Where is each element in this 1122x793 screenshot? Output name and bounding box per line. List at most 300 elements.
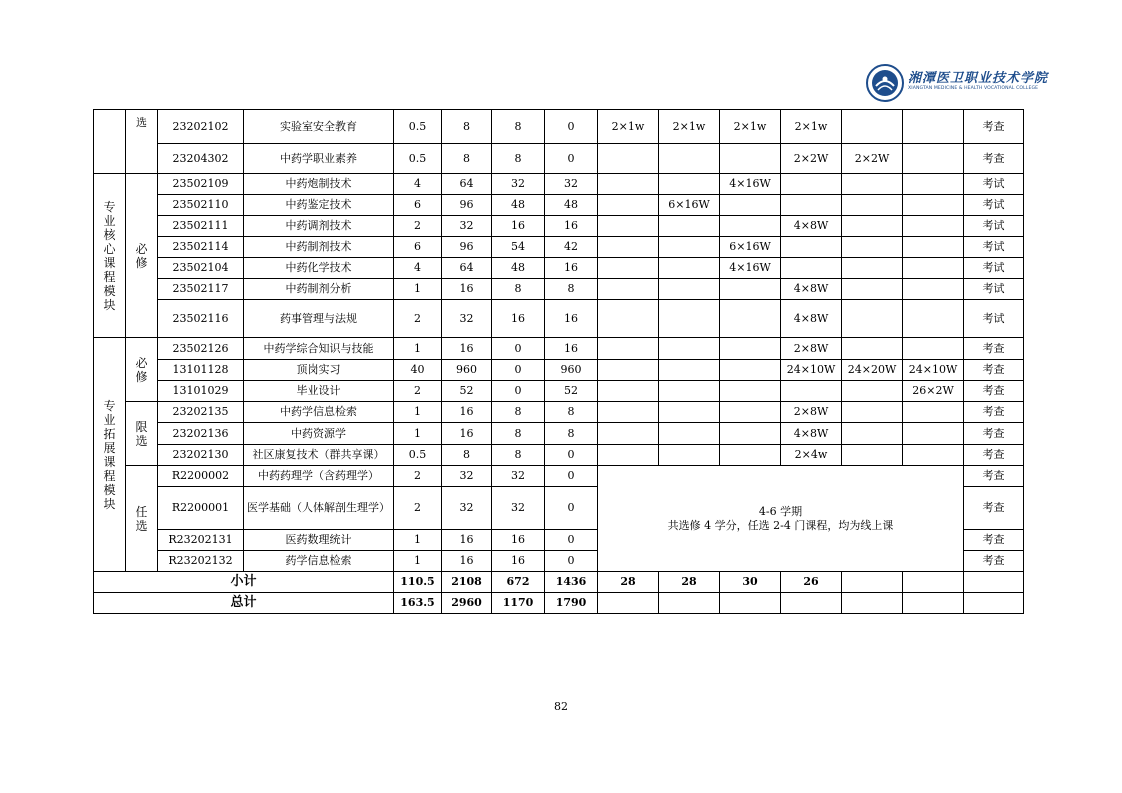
course-name: 中药制剂技术 [244,237,394,258]
practice-hours: 16 [545,338,598,360]
course-code: 23204302 [158,144,244,174]
course-name: 中药鉴定技术 [244,195,394,216]
theory-hours: 32 [492,174,545,195]
vertical-char: 修 [135,255,148,270]
module-expansion [94,338,126,572]
assessment: 考查 [964,423,1024,445]
theory-hours: 0 [492,381,545,402]
theory-hours: 8 [492,110,545,144]
vertical-char: 程 [103,468,116,483]
term-6 [903,144,964,174]
vertical-char: 展 [103,440,116,455]
course-name: 毕业设计 [244,381,394,402]
theory-hours: 8 [492,279,545,300]
term-6 [903,258,964,279]
term-2 [659,381,720,402]
term-3 [720,216,781,237]
term-1 [598,360,659,381]
term-1 [598,381,659,402]
table-row [94,144,1024,174]
subtotal-label: 小计 [94,572,394,593]
table-row [94,258,1024,279]
term-1 [598,237,659,258]
subtotal-row [94,572,1024,593]
credit: 4 [394,174,442,195]
total-hours: 96 [442,237,492,258]
course-name: 中药调剂技术 [244,216,394,237]
theory-hours: 8 [492,423,545,445]
vertical-char: 课 [103,454,116,469]
term-2 [659,216,720,237]
term-5 [842,338,903,360]
term-6 [903,402,964,423]
practice-hours: 16 [545,258,598,279]
term-2: 6×16W [659,195,720,216]
term-1 [598,216,659,237]
vertical-char: 专 [103,398,116,413]
vertical-char: 选 [135,518,148,533]
term-5 [842,216,903,237]
course-name: 中药炮制技术 [244,174,394,195]
term-5 [842,279,903,300]
term-5 [842,300,903,338]
theory-hours: 0 [492,338,545,360]
term-3 [720,144,781,174]
theory-hours: 32 [492,487,545,530]
theory-hours: 0 [492,360,545,381]
course-name: 实验室安全教育 [244,110,394,144]
electives-note-terms: 4-6 学期 [758,504,803,518]
course-code: 23202102 [158,110,244,144]
practice-hours: 16 [545,300,598,338]
term-3: 2×1w [720,110,781,144]
course-name: 社区康复技术（群共享课） [244,445,394,466]
course-name: 中药学信息检索 [244,402,394,423]
term-2: 2×1w [659,110,720,144]
theory-hours: 8 [492,144,545,174]
term-3 [720,360,781,381]
term-6 [903,110,964,144]
practice-hours: 0 [545,110,598,144]
total-hours: 96 [442,195,492,216]
term-6 [903,423,964,445]
vertical-char: 心 [103,241,116,256]
term-6 [903,338,964,360]
table-row [94,110,1024,144]
practice-hours: 0 [545,445,598,466]
term-4: 4×8W [781,279,842,300]
table-row [94,195,1024,216]
total-hours: 8 [442,144,492,174]
term-2 [659,338,720,360]
course-name: 中药资源学 [244,423,394,445]
term-1 [598,300,659,338]
credit: 2 [394,487,442,530]
credit: 2 [394,300,442,338]
practice-hours: 960 [545,360,598,381]
term-4 [781,174,842,195]
course-type-elective: 选 [126,110,158,174]
term-1 [598,338,659,360]
table-row [94,338,1024,360]
course-name: 药事管理与法规 [244,300,394,338]
course-code: 23502117 [158,279,244,300]
total-hours: 64 [442,174,492,195]
table-row [94,466,1024,487]
total-hours: 32 [442,216,492,237]
course-type-optional [126,466,158,572]
vertical-char: 拓 [103,426,116,441]
course-name: 医学基础（人体解剖生理学） [244,487,394,530]
total-hours: 32 [442,466,492,487]
term-1 [598,402,659,423]
course-code: 23502111 [158,216,244,237]
practice-hours: 0 [545,530,598,551]
subtotal-assessment [964,572,1024,593]
course-code: R2200001 [158,487,244,530]
credit: 6 [394,195,442,216]
term-6 [903,445,964,466]
term-2 [659,402,720,423]
total-hours: 16 [442,551,492,572]
practice-hours: 32 [545,174,598,195]
vertical-char: 块 [103,297,116,312]
term-3 [720,279,781,300]
practice-hours: 8 [545,279,598,300]
assessment: 考查 [964,445,1024,466]
table-row [94,174,1024,195]
term-2 [659,279,720,300]
theory-hours: 16 [492,300,545,338]
term-5 [842,195,903,216]
table-row [94,445,1024,466]
course-code: R23202132 [158,551,244,572]
term-1 [598,174,659,195]
credit: 0.5 [394,110,442,144]
practice-hours: 0 [545,551,598,572]
theory-hours: 48 [492,258,545,279]
grandtotal-practice: 1790 [545,593,598,614]
grandtotal-row [94,593,1024,614]
course-code: 23202130 [158,445,244,466]
course-type-required [126,174,158,338]
vertical-char: 修 [135,369,148,384]
term-2 [659,237,720,258]
practice-hours: 8 [545,423,598,445]
course-type-required [126,338,158,402]
credit: 0.5 [394,445,442,466]
vertical-char: 任 [135,504,148,519]
vertical-char: 模 [103,482,116,497]
term-6 [903,279,964,300]
credit: 4 [394,258,442,279]
term-3 [720,423,781,445]
term-6 [903,195,964,216]
theory-hours: 8 [492,445,545,466]
assessment: 考试 [964,174,1024,195]
grandtotal-theory: 1170 [492,593,545,614]
module-cell-blank [94,110,126,174]
vertical-char: 课 [103,255,116,270]
term-4: 24×10W [781,360,842,381]
total-hours: 8 [442,445,492,466]
term-2 [659,423,720,445]
theory-hours: 16 [492,551,545,572]
electives-note [598,466,964,572]
course-code: 23502104 [158,258,244,279]
term-2 [659,258,720,279]
total-hours: 32 [442,487,492,530]
assessment: 考查 [964,144,1024,174]
assessment: 考试 [964,195,1024,216]
term-4: 2×1w [781,110,842,144]
term-5: 2×2W [842,144,903,174]
electives-note-detail: 共选修 4 学分，任选 2-4 门课程，均为线上课 [667,518,894,532]
assessment: 考查 [964,110,1024,144]
vertical-char: 必 [135,241,148,256]
vertical-char: 块 [103,496,116,511]
term-2 [659,174,720,195]
course-code: 23502109 [158,174,244,195]
total-hours: 32 [442,300,492,338]
term-3: 4×16W [720,174,781,195]
grandtotal-label: 总计 [94,593,394,614]
term-5 [842,402,903,423]
term-1: 2×1w [598,110,659,144]
course-code: 23502110 [158,195,244,216]
term-6 [903,300,964,338]
subtotal-theory: 672 [492,572,545,593]
theory-hours: 16 [492,216,545,237]
subtotal-total: 2108 [442,572,492,593]
term-2 [659,144,720,174]
theory-hours: 48 [492,195,545,216]
term-4 [781,195,842,216]
term-3: 6×16W [720,237,781,258]
term-5 [842,237,903,258]
vertical-char: 限 [135,419,148,434]
term-5 [842,423,903,445]
assessment: 考查 [964,402,1024,423]
total-hours: 16 [442,279,492,300]
course-name: 中药化学技术 [244,258,394,279]
course-name: 顶岗实习 [244,360,394,381]
grandtotal-term-1 [598,593,659,614]
credit: 2 [394,381,442,402]
term-3 [720,402,781,423]
course-name: 药学信息检索 [244,551,394,572]
course-code: 23502114 [158,237,244,258]
table-row [94,216,1024,237]
practice-hours: 0 [545,144,598,174]
assessment: 考试 [964,237,1024,258]
term-4: 4×8W [781,216,842,237]
total-hours: 64 [442,258,492,279]
assessment: 考查 [964,466,1024,487]
subtotal-term-6 [903,572,964,593]
term-3 [720,445,781,466]
subtotal-term-4: 26 [781,572,842,593]
course-type-limited [126,402,158,466]
grandtotal-term-6 [903,593,964,614]
total-hours: 16 [442,338,492,360]
term-3 [720,300,781,338]
practice-hours: 16 [545,216,598,237]
term-2 [659,360,720,381]
term-4: 4×8W [781,300,842,338]
term-4: 2×8W [781,338,842,360]
term-4: 2×4w [781,445,842,466]
term-3 [720,381,781,402]
course-name: 中药学综合知识与技能 [244,338,394,360]
assessment: 考试 [964,300,1024,338]
total-hours: 16 [442,423,492,445]
grandtotal-total: 2960 [442,593,492,614]
assessment: 考查 [964,338,1024,360]
term-1 [598,279,659,300]
term-3 [720,195,781,216]
subtotal-credit: 110.5 [394,572,442,593]
term-5 [842,110,903,144]
theory-hours: 8 [492,402,545,423]
term-5 [842,174,903,195]
credit: 0.5 [394,144,442,174]
vertical-char: 业 [103,412,116,427]
term-1 [598,445,659,466]
term-4 [781,381,842,402]
practice-hours: 42 [545,237,598,258]
grandtotal-term-4 [781,593,842,614]
total-hours: 8 [442,110,492,144]
credit: 1 [394,530,442,551]
page-number: 82 [554,700,568,713]
assessment: 考试 [964,216,1024,237]
term-1 [598,144,659,174]
subtotal-practice: 1436 [545,572,598,593]
theory-hours: 54 [492,237,545,258]
course-name: 医药数理统计 [244,530,394,551]
course-code: R2200002 [158,466,244,487]
total-hours: 960 [442,360,492,381]
vertical-char: 选 [135,433,148,448]
assessment: 考试 [964,279,1024,300]
assessment: 考查 [964,487,1024,530]
term-4: 2×2W [781,144,842,174]
practice-hours: 52 [545,381,598,402]
term-4: 4×8W [781,423,842,445]
term-3: 4×16W [720,258,781,279]
assessment: 考试 [964,258,1024,279]
term-1 [598,423,659,445]
course-code: 23202135 [158,402,244,423]
total-hours: 16 [442,530,492,551]
table-row [94,423,1024,445]
assessment: 考查 [964,360,1024,381]
credit: 1 [394,338,442,360]
vertical-char: 必 [135,355,148,370]
theory-hours: 16 [492,530,545,551]
theory-hours: 32 [492,466,545,487]
term-5 [842,445,903,466]
grandtotal-term-2 [659,593,720,614]
credit: 1 [394,402,442,423]
term-3 [720,338,781,360]
credit: 1 [394,551,442,572]
term-2 [659,300,720,338]
term-4: 2×8W [781,402,842,423]
term-5 [842,381,903,402]
table-row [94,279,1024,300]
curriculum-table [93,109,1024,614]
term-4 [781,258,842,279]
credit: 1 [394,279,442,300]
term-6: 26×2W [903,381,964,402]
course-code: 23202136 [158,423,244,445]
credit: 1 [394,423,442,445]
grandtotal-term-3 [720,593,781,614]
credit: 40 [394,360,442,381]
practice-hours: 0 [545,487,598,530]
assessment: 考查 [964,551,1024,572]
practice-hours: 0 [545,466,598,487]
vertical-char: 程 [103,269,116,284]
college-logo [866,64,1049,104]
credit: 2 [394,466,442,487]
course-code: 23502116 [158,300,244,338]
table-row [94,237,1024,258]
course-name: 中药学职业素养 [244,144,394,174]
subtotal-term-1: 28 [598,572,659,593]
college-name-cn: 湘潭医卫职业技术学院 [908,71,1049,86]
subtotal-term-3: 30 [720,572,781,593]
total-hours: 16 [442,402,492,423]
term-5: 24×20W [842,360,903,381]
college-seal-icon [866,64,904,102]
credit: 2 [394,216,442,237]
term-1 [598,258,659,279]
term-6 [903,216,964,237]
table-row [94,360,1024,381]
term-6 [903,237,964,258]
course-name: 中药制剂分析 [244,279,394,300]
college-name-en: XIANGTAN MEDICINE & HEALTH VOCATIONAL COLLEGE [908,86,1039,91]
term-2 [659,445,720,466]
subtotal-term-5 [842,572,903,593]
vertical-char: 专 [103,199,116,214]
assessment: 考查 [964,381,1024,402]
credit: 6 [394,237,442,258]
module-core [94,174,126,338]
grandtotal-term-5 [842,593,903,614]
course-code: 13101029 [158,381,244,402]
total-hours: 52 [442,381,492,402]
course-code: R23202131 [158,530,244,551]
term-6: 24×10W [903,360,964,381]
practice-hours: 48 [545,195,598,216]
table-row [94,300,1024,338]
term-4 [781,237,842,258]
course-name: 中药药理学（含药理学） [244,466,394,487]
grandtotal-credit: 163.5 [394,593,442,614]
term-1 [598,195,659,216]
table-row [94,381,1024,402]
practice-hours: 8 [545,402,598,423]
assessment: 考查 [964,530,1024,551]
course-code: 23502126 [158,338,244,360]
vertical-char: 业 [103,213,116,228]
vertical-char: 核 [103,227,116,242]
subtotal-term-2: 28 [659,572,720,593]
